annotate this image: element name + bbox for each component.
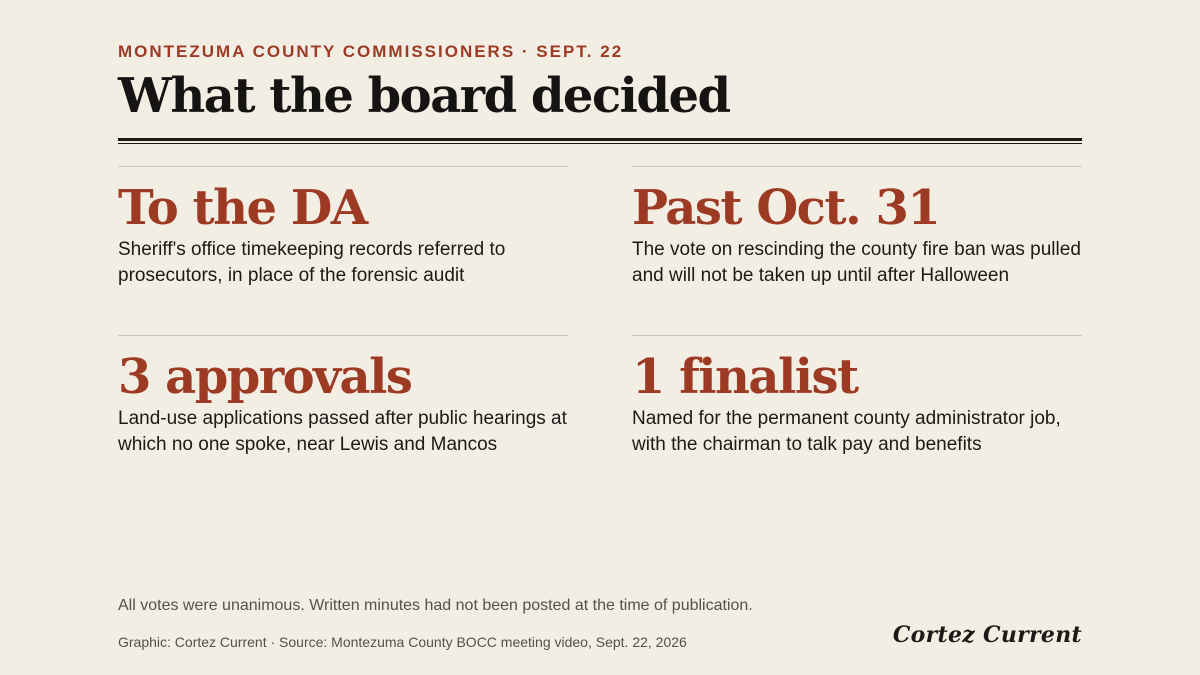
header-rule-thin [118, 143, 1082, 144]
card-stat: To the DA [118, 180, 367, 236]
card-stat: Past Oct. 31 [632, 180, 940, 236]
decision-card-approvals [118, 335, 568, 458]
card-stat: 3 approvals [118, 349, 412, 405]
decision-card-fire-ban [632, 166, 1082, 289]
source-credit: Graphic: Cortez Current · Source: Montezuma County BOCC meeting video, Sept. 22, 2026 [118, 634, 687, 650]
decision-card-finalist [632, 335, 1082, 458]
footnote: All votes were unanimous. Written minutes had not been posted at the time of publication. [118, 597, 753, 614]
graphic-container [118, 0, 1082, 675]
decision-card-da [118, 166, 568, 289]
card-description: Sheriff's office timekeeping records referred to prosecutors, in place of the forensic audit [118, 239, 506, 286]
card-description: The vote on rescinding the county fire ban was pulled and will not be taken up until after Halloween [632, 239, 1081, 286]
card-description: Land-use applications passed after public hearings at which no one spoke, near Lewis and Mancos [118, 408, 567, 455]
card-description: Named for the permanent county administrator job, with the chairman to talk pay and benefits [632, 408, 1061, 455]
card-stat: 1 finalist [632, 349, 858, 405]
publication-logo: Cortez Current [892, 622, 1082, 648]
kicker: MONTEZUMA COUNTY COMMISSIONERS · SEPT. 22 [118, 42, 624, 61]
page-title: What the board decided [118, 68, 730, 124]
header-rule-thick [118, 138, 1082, 141]
